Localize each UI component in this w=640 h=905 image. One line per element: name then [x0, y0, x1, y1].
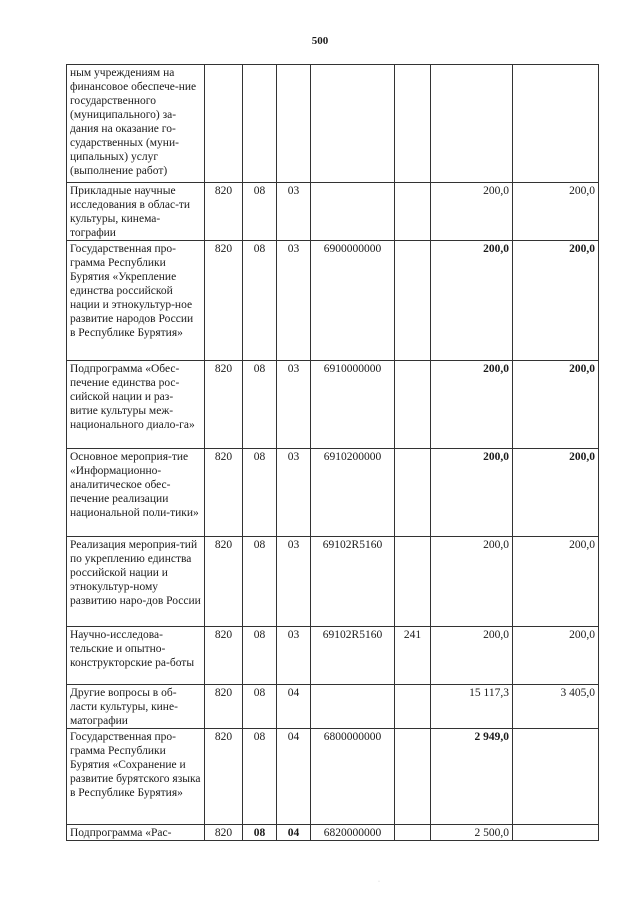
table-row — [67, 241, 599, 361]
row-subsection — [277, 65, 311, 183]
row-subsection: 03 — [277, 537, 311, 627]
row-amount-2: 200,0 — [513, 449, 599, 537]
table-body — [67, 65, 599, 841]
row-section: 08 — [243, 627, 277, 685]
row-amount-1: 200,0 — [431, 361, 513, 449]
row-name: Государственная про-грамма Республики Бурятия «Сохранение и развитие бурятского языка в Республике Бурятия» — [67, 729, 205, 825]
row-target-article: 6900000000 — [311, 241, 395, 361]
row-expense-type — [395, 825, 431, 841]
row-amount-2: 200,0 — [513, 361, 599, 449]
scan-mark: · — [378, 879, 380, 885]
row-amount-1: 200,0 — [431, 627, 513, 685]
row-amount-1 — [431, 65, 513, 183]
row-target-article: 6800000000 — [311, 729, 395, 825]
row-target-article — [311, 183, 395, 241]
table-row — [67, 65, 599, 183]
row-target-article: 6910200000 — [311, 449, 395, 537]
row-subsection: 03 — [277, 183, 311, 241]
row-ved: 820 — [205, 241, 243, 361]
table-row — [67, 685, 599, 729]
row-section: 08 — [243, 685, 277, 729]
row-expense-type — [395, 729, 431, 825]
row-ved: 820 — [205, 729, 243, 825]
row-amount-1: 200,0 — [431, 537, 513, 627]
row-amount-1: 2 949,0 — [431, 729, 513, 825]
row-amount-2 — [513, 825, 599, 841]
row-amount-1: 200,0 — [431, 183, 513, 241]
row-expense-type — [395, 685, 431, 729]
row-section: 08 — [243, 361, 277, 449]
row-ved: 820 — [205, 361, 243, 449]
row-name: Реализация мероприя-тий по укреплению единства российской нации и этнокультур-ному развитию наро-дов России — [67, 537, 205, 627]
table-row — [67, 825, 599, 841]
row-name: Подпрограмма «Обес-печение единства рос-сийской нации и раз-витие культуры меж-национального диало-га» — [67, 361, 205, 449]
row-expense-type — [395, 449, 431, 537]
row-amount-2: 3 405,0 — [513, 685, 599, 729]
row-subsection: 03 — [277, 241, 311, 361]
row-subsection: 03 — [277, 627, 311, 685]
row-subsection: 04 — [277, 685, 311, 729]
row-expense-type — [395, 361, 431, 449]
row-ved: 820 — [205, 537, 243, 627]
row-section: 08 — [243, 729, 277, 825]
row-ved: 820 — [205, 183, 243, 241]
row-section: 08 — [243, 825, 277, 841]
row-subsection: 04 — [277, 825, 311, 841]
row-expense-type — [395, 241, 431, 361]
row-subsection: 04 — [277, 729, 311, 825]
row-section: 08 — [243, 449, 277, 537]
row-amount-2 — [513, 65, 599, 183]
row-name: Научно-исследова-тельские и опытно-конструкторские ра-боты — [67, 627, 205, 685]
table-row — [67, 183, 599, 241]
row-target-article: 6910000000 — [311, 361, 395, 449]
row-ved: 820 — [205, 449, 243, 537]
row-subsection: 03 — [277, 361, 311, 449]
row-target-article: 6820000000 — [311, 825, 395, 841]
row-section: 08 — [243, 183, 277, 241]
budget-table — [66, 64, 599, 841]
table-row — [67, 729, 599, 825]
row-expense-type — [395, 537, 431, 627]
row-amount-2: 200,0 — [513, 241, 599, 361]
row-target-article: 69102R5160 — [311, 627, 395, 685]
row-section: 08 — [243, 241, 277, 361]
table-row — [67, 361, 599, 449]
row-target-article — [311, 685, 395, 729]
row-name: Государственная про-грамма Республики Бурятия «Укрепление единства российской нации и этнокультур-ное развитие народов России в Республике Бурятия» — [67, 241, 205, 361]
row-name: Другие вопросы в об-ласти культуры, кине-матографии — [67, 685, 205, 729]
row-amount-1: 200,0 — [431, 241, 513, 361]
row-ved — [205, 65, 243, 183]
page-number: 500 — [311, 35, 329, 47]
row-name: Прикладные научные исследования в облас-ти культуры, кинема-тографии — [67, 183, 205, 241]
row-target-article: 69102R5160 — [311, 537, 395, 627]
table-row — [67, 627, 599, 685]
row-section: 08 — [243, 537, 277, 627]
row-ved: 820 — [205, 627, 243, 685]
row-amount-2: 200,0 — [513, 183, 599, 241]
row-section — [243, 65, 277, 183]
table-row — [67, 449, 599, 537]
row-amount-2: 200,0 — [513, 627, 599, 685]
row-name: Подпрограмма «Рас- — [67, 825, 205, 841]
row-name: Основное мероприя-тие «Информационно-аналитическое обес-печение реализации национальной поли-тики» — [67, 449, 205, 537]
row-subsection: 03 — [277, 449, 311, 537]
row-target-article — [311, 65, 395, 183]
row-amount-1: 200,0 — [431, 449, 513, 537]
row-expense-type — [395, 65, 431, 183]
table-row — [67, 537, 599, 627]
row-amount-2 — [513, 729, 599, 825]
row-expense-type — [395, 183, 431, 241]
row-amount-2: 200,0 — [513, 537, 599, 627]
row-ved: 820 — [205, 685, 243, 729]
row-amount-1: 2 500,0 — [431, 825, 513, 841]
row-expense-type: 241 — [395, 627, 431, 685]
row-ved: 820 — [205, 825, 243, 841]
row-amount-1: 15 117,3 — [431, 685, 513, 729]
row-name: ным учреждениям на финансовое обеспече-ние государственного (муниципального) за-дания на оказание го-сударственных (муни-ципальных) услуг (выполнение работ) — [67, 65, 205, 183]
